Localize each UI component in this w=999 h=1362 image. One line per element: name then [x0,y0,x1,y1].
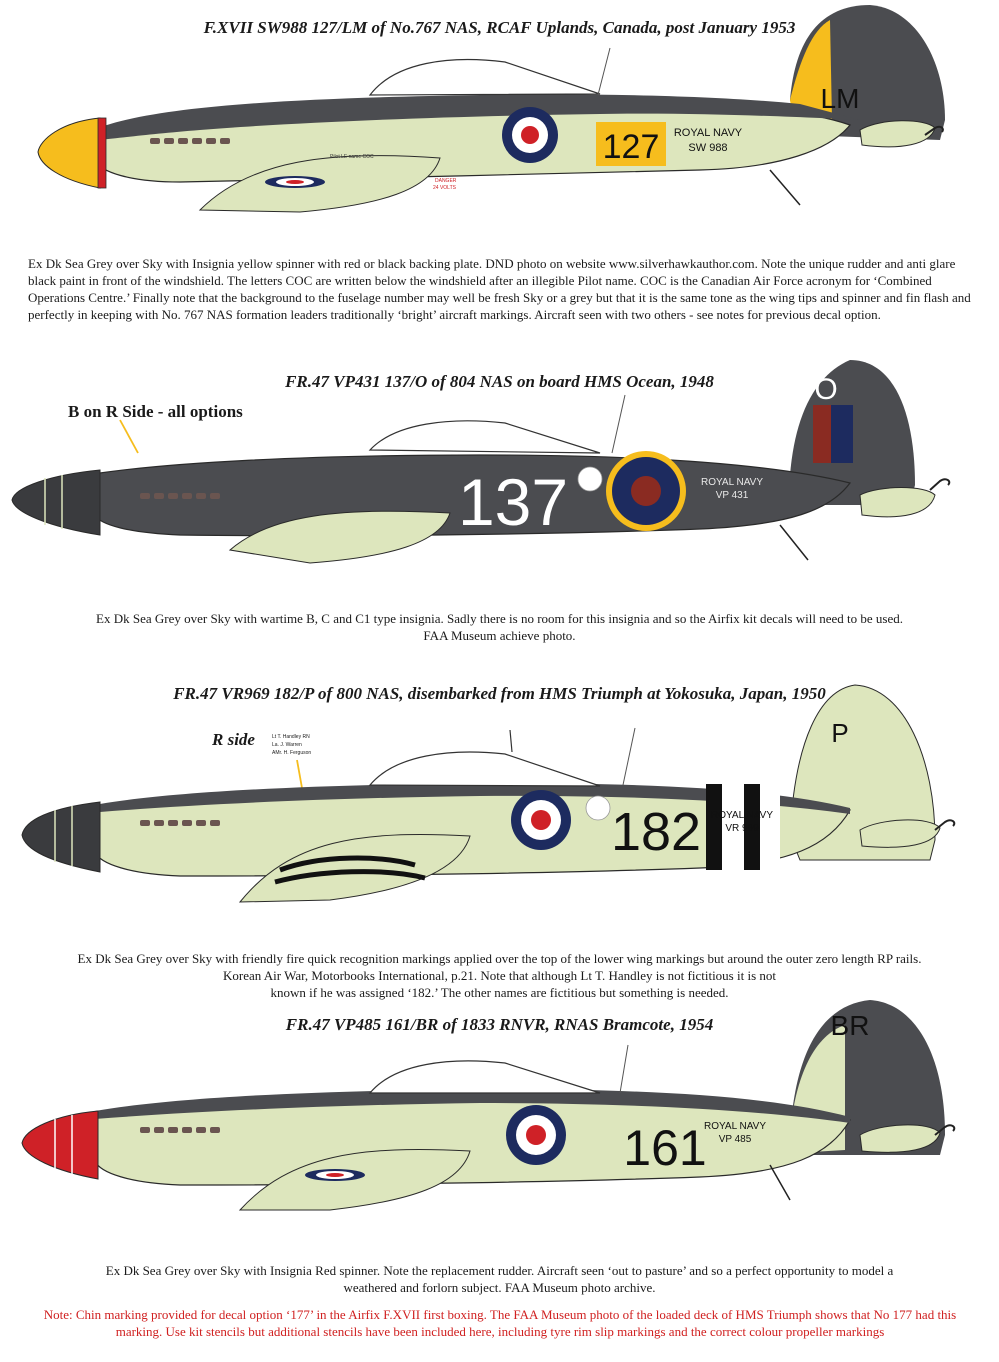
option-1-stencil-coc: Pilot LE name COC [330,154,374,160]
option-4-description-line1: Ex Dk Sea Grey over Sky with Insignia Red spinner. Note the replacement rudder. Aircraft seen ‘out to pasture’ and so a perfect opportunity to model a [105,1263,894,1278]
option-1-title: F.XVII SW988 127/LM of No.767 NAS, RCAF Uplands, Canada, post January 1953 [203,18,796,37]
option-4-fin-code: BR [830,1010,870,1041]
option-4-serial-line2: VP 485 [718,1134,752,1145]
option-4-serial-line1: ROYAL NAVY [703,1121,767,1132]
option-4-title: FR.47 VP485 161/BR of 1833 RNVR, RNAS Bramcote, 1954 [285,1015,714,1034]
option-3-profile [0,680,999,930]
option-1-profile [0,0,999,215]
option-1-stencil-danger: DANGER [435,178,457,184]
option-1-description: Ex Dk Sea Grey over Sky with Insignia yellow spinner with red or black backing plate. DND photo on website www.silverhawkauthor.com. Note the unique rudder and anti glare black paint in front of the windshield. The letters COC are written below the windshield after an illegible Pilot name. COC is the Canadian Air Force acronym for ‘Combined Operations Centre.’ Finally note that the background to the fuselage number may well be fresh Sky or a grey but that it is the same tone as the wing tips and spinner and fin flash and perfectly in keeping with No. 767 NAS formation leaders traditionally ‘bright’ aircraft markings. Aircraft seen with two others - see notes for previous decal option. [28,256,971,322]
option-1-serial-line2: SW 988 [688,142,728,154]
option-4-fuselage-code: 161 [623,1120,707,1176]
option-3-serial-line1: ROYAL NAVY [710,810,774,821]
option-3-fin-code: P [831,718,849,748]
option-1-fin-code: LM [820,83,860,114]
option-3-description-line3: known if he was assigned ‘182.’ The other names are fictitious but something is needed. [270,985,729,1000]
option-3-serial-line2: VR 969 [725,823,759,834]
option-2-title: FR.47 VP431 137/O of 804 NAS on board HMS Ocean, 1948 [285,372,714,391]
option-4-profile [0,1005,999,1245]
option-1-serial-line1: ROYAL NAVY [673,127,743,139]
option-1-fuselage-code: 127 [602,128,660,166]
option-2-description-line1: Ex Dk Sea Grey over Sky with wartime B, C and C1 type insignia. Sadly there is no room for this insignia and so the Airfix kit decals will need to be used. [96,611,903,626]
crew-name: Lа. J. Warren [272,742,302,748]
option-4-description-line2: weathered and forlorn subject. FAA Museum photo archive. [343,1280,656,1295]
option-3-fuselage-code: 182 [610,802,702,862]
option-1-stencil-volts: 24 VOLTS [433,185,456,191]
option-2-fuselage-code: 137 [457,465,569,539]
option-2-callout: B on R Side - all options [68,402,243,421]
option-3-description-line1: Ex Dk Sea Grey over Sky with friendly fire quick recognition markings applied over the top of the lower wing markings but around the outer zero length RP rails. [77,951,922,966]
option-2-serial-line1: ROYAL NAVY [700,477,764,488]
crew-name: AMr. H. Ferguson [272,750,312,756]
option-2-serial-line2: VP 431 [715,490,749,501]
option-2-fin-code: O [814,373,838,406]
option-3-title: FR.47 VR969 182/P of 800 NAS, disembarked from HMS Triumph at Yokosuka, Japan, 1950 [173,684,826,703]
crew-name: Lt T. Handley RN [272,734,310,740]
option-2-profile [0,375,999,575]
footer-note: Note: Chin marking provided for decal option ‘177’ in the Airfix F.XVII first boxing. The FAA Museum photo of the loaded deck of HMS Triumph shows that No 177 had this marking. Use kit stencils but additional stencils have been included here, including tyre rim slip markings and the correct colour propeller markings [43,1307,957,1339]
option-3-description-line2: Korean Air War, Motorbooks International, p.21. Note that although Lt T. Handley is not fictitious it is not [222,968,776,983]
option-3-callout: R side [212,730,255,749]
option-2-description-line2: FAA Museum achieve photo. [423,628,576,643]
